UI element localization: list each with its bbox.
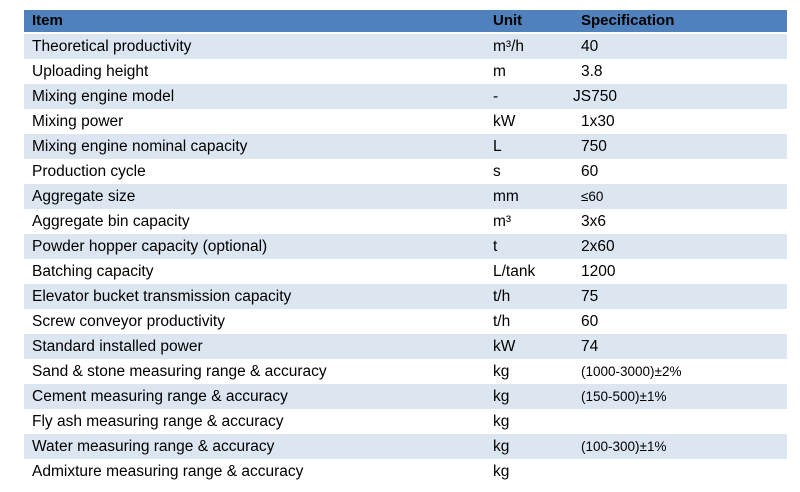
unit-cell: kg bbox=[493, 463, 510, 480]
unit-cell: m³/h bbox=[485, 33, 573, 59]
unit-cell: t bbox=[485, 234, 573, 259]
spec-cell: 750 bbox=[573, 134, 787, 159]
spec-cell: 2x60 bbox=[573, 234, 787, 259]
spec-cell bbox=[573, 459, 787, 484]
table-row bbox=[24, 234, 787, 259]
item-cell: Aggregate size bbox=[24, 184, 485, 209]
unit-cell: kW bbox=[485, 334, 573, 359]
spec-cell: (150-500)±1% bbox=[573, 384, 787, 409]
item-cell: Elevator bucket transmission capacity bbox=[24, 284, 485, 309]
unit-cell: L bbox=[485, 134, 573, 159]
specification-table bbox=[24, 10, 787, 484]
unit-cell: t/h bbox=[493, 313, 511, 330]
table-row bbox=[24, 309, 787, 334]
item-cell: Standard installed power bbox=[24, 334, 485, 359]
table-row bbox=[24, 334, 787, 359]
unit-cell: kg bbox=[493, 413, 510, 430]
spec-cell: 1x30 bbox=[581, 113, 615, 130]
spec-cell: 75 bbox=[573, 284, 787, 309]
spec-cell: (1000-3000)±2% bbox=[581, 364, 682, 379]
spec-cell: 40 bbox=[573, 33, 787, 59]
header-row bbox=[24, 10, 787, 33]
unit-cell: kW bbox=[493, 113, 516, 130]
item-cell: Sand & stone measuring range & accuracy bbox=[32, 363, 327, 380]
spec-cell bbox=[573, 409, 787, 434]
item-cell: Admixture measuring range & accuracy bbox=[32, 463, 304, 480]
header-specification: Specification bbox=[573, 10, 787, 33]
table-row bbox=[24, 384, 787, 409]
item-cell: Mixing engine model bbox=[24, 84, 485, 109]
item-cell: Theoretical productivity bbox=[24, 33, 485, 59]
spec-cell: 1200 bbox=[581, 263, 616, 280]
table-row bbox=[24, 84, 787, 109]
table-row bbox=[24, 459, 787, 484]
spec-cell: 60 bbox=[581, 163, 599, 180]
table-row bbox=[24, 33, 787, 59]
unit-cell: t/h bbox=[485, 284, 573, 309]
item-cell: Water measuring range & accuracy bbox=[24, 434, 485, 459]
spec-cell: 74 bbox=[573, 334, 787, 359]
table-row bbox=[24, 159, 787, 184]
unit-cell: mm bbox=[485, 184, 573, 209]
table-row bbox=[24, 359, 787, 384]
table-row bbox=[24, 434, 787, 459]
table-row bbox=[24, 59, 787, 84]
item-cell: Mixing power bbox=[32, 113, 124, 130]
item-cell: Uploading height bbox=[32, 63, 149, 80]
spec-cell: JS750 bbox=[573, 84, 787, 109]
header-item: Item bbox=[24, 10, 485, 33]
unit-cell: - bbox=[485, 84, 573, 109]
unit-cell: m³ bbox=[493, 213, 512, 230]
table-row bbox=[24, 259, 787, 284]
table-row bbox=[24, 184, 787, 209]
item-cell: Fly ash measuring range & accuracy bbox=[32, 413, 284, 430]
table-row bbox=[24, 109, 787, 134]
table-row bbox=[24, 209, 787, 234]
spec-cell: (100-300)±1% bbox=[573, 434, 787, 459]
item-cell: Screw conveyor productivity bbox=[32, 313, 225, 330]
table-row bbox=[24, 409, 787, 434]
header-unit: Unit bbox=[485, 10, 573, 33]
item-cell: Aggregate bin capacity bbox=[32, 213, 190, 230]
unit-cell: m bbox=[493, 63, 506, 80]
item-cell: Cement measuring range & accuracy bbox=[24, 384, 485, 409]
spec-cell: 60 bbox=[581, 313, 599, 330]
spec-cell: 3.8 bbox=[581, 63, 603, 80]
table-row bbox=[24, 284, 787, 309]
item-cell: Batching capacity bbox=[32, 263, 154, 280]
spec-cell: ≤60 bbox=[573, 184, 787, 209]
spec-cell: 3x6 bbox=[581, 213, 606, 230]
unit-cell: kg bbox=[485, 434, 573, 459]
item-cell: Production cycle bbox=[32, 163, 146, 180]
unit-cell: kg bbox=[493, 363, 510, 380]
table-row bbox=[24, 134, 787, 159]
item-cell: Powder hopper capacity (optional) bbox=[24, 234, 485, 259]
unit-cell: s bbox=[493, 163, 501, 180]
unit-cell: kg bbox=[485, 384, 573, 409]
unit-cell: L/tank bbox=[493, 263, 536, 280]
item-cell: Mixing engine nominal capacity bbox=[24, 134, 485, 159]
